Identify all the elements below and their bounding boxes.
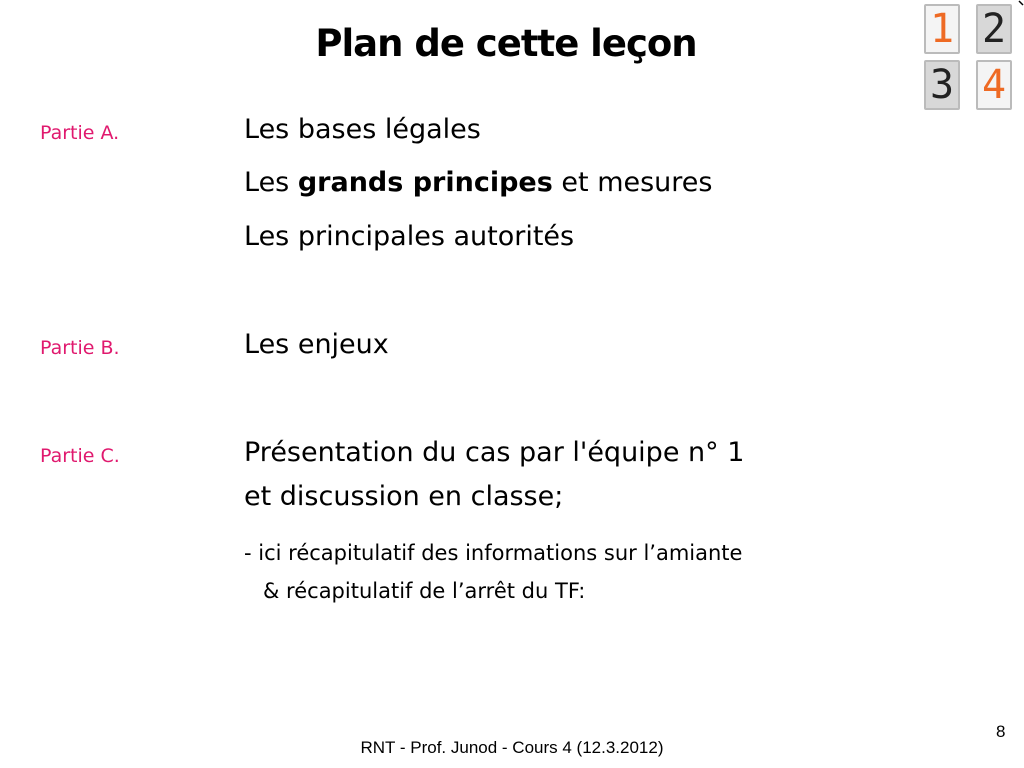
page-number: 8: [996, 722, 1006, 741]
part-a-item-authorities: Les principales autorités: [244, 221, 575, 252]
part-c-label: Partie C.: [40, 445, 120, 467]
principles-prefix: Les: [244, 167, 298, 198]
digit-tile-1: 1: [924, 4, 960, 54]
part-c-line-presentation: Présentation du cas par l'équipe n° 1: [244, 437, 745, 468]
slide-title: Plan de cette leçon: [315, 22, 697, 65]
digit-tile-3: 3: [924, 60, 960, 110]
part-a-label: Partie A.: [40, 122, 120, 144]
part-a-item-legal-bases: Les bases légales: [244, 114, 481, 145]
slide-footer: RNT - Prof. Junod - Cours 4 (12.3.2012): [360, 738, 664, 757]
corner-mark-icon: [1018, 0, 1024, 6]
digit-tile-2: 2: [976, 4, 1012, 54]
digit-tile-4: 4: [976, 60, 1012, 110]
part-b-label: Partie B.: [40, 337, 120, 359]
part-c-note-ruling: & récapitulatif de l’arrêt du TF:: [263, 579, 586, 603]
part-c-note-asbestos: - ici récapitulatif des informations sur l’amiante: [244, 541, 743, 565]
part-b-item-stakes: Les enjeux: [244, 329, 389, 360]
numbers-logo: [922, 4, 1014, 112]
part-a-item-principles: [244, 167, 712, 198]
principles-bold: grands principes: [297, 167, 553, 198]
part-c-line-discussion: et discussion en classe;: [244, 481, 564, 512]
principles-suffix: et mesures: [552, 167, 713, 198]
